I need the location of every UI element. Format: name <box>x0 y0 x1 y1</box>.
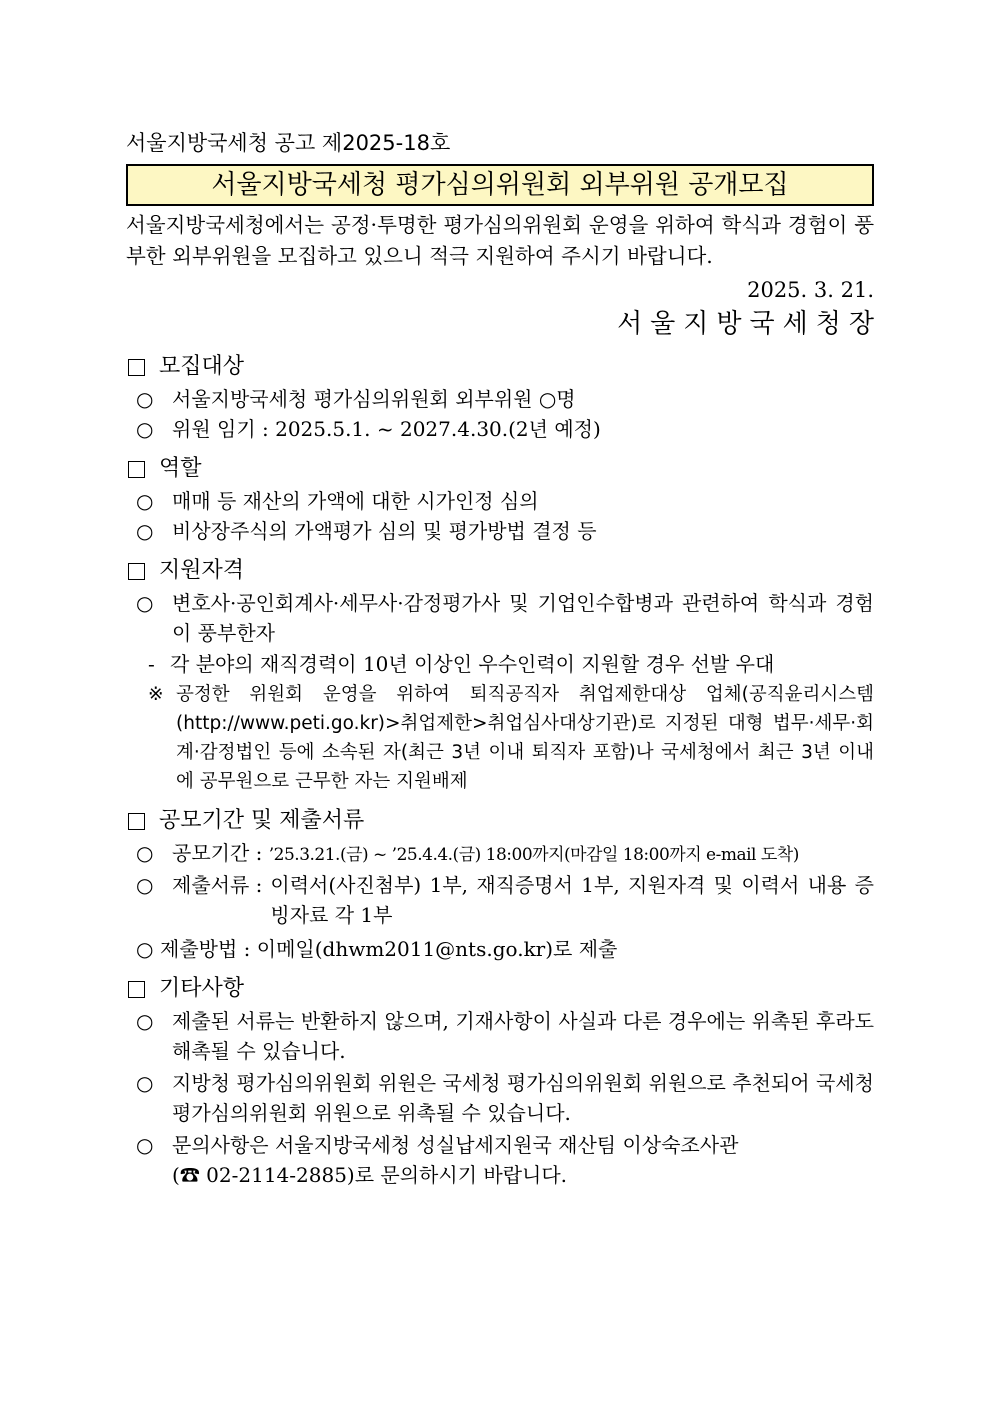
circle-icon: ○ <box>136 387 154 411</box>
period-value: ’25.3.21.(금) ~ ’25.4.4.(금) 18:00까지(마감일 18:00까지 e-mail 도착) <box>268 845 799 865</box>
list-item: ○ 문의사항은 서울지방국세청 성실납세지원국 재산팀 이상숙조사관 (☎ 02-2114-2885)로 문의하시기 바랍니다. <box>136 1130 874 1190</box>
square-box-icon <box>128 359 145 376</box>
circle-icon: ○ <box>136 873 154 897</box>
reference-mark-icon: ※ <box>148 684 164 705</box>
period-label: 공모기간 : <box>172 841 263 865</box>
contact-line: (☎ 02-2114-2885)로 문의하시기 바랍니다. <box>172 1163 568 1187</box>
docs-value: 이력서(사진첨부) 1부, 재직증명서 1부, 지원자격 및 이력서 내용 증빙자료 각 1부 <box>270 873 874 927</box>
list-item: ○ 서울지방국세청 평가심의위원회 외부위원 ○명 <box>136 384 874 414</box>
contact-value: 02-2114-2885)로 문의하시기 바랍니다. <box>206 1163 568 1187</box>
section-other <box>126 972 874 1006</box>
section-title: 모집대상 <box>159 354 245 379</box>
notice-title: 서울지방국세청 평가심의위원회 외부위원 공개모집 <box>126 164 874 206</box>
circle-icon: ○ <box>136 417 154 441</box>
list-item <box>136 838 874 870</box>
phone-icon: ☎ <box>179 1163 200 1187</box>
section-title: 기타사항 <box>159 976 245 1001</box>
square-box-icon <box>128 563 145 580</box>
issuer-name: 서울지방국세청장 <box>617 309 882 339</box>
notice-number: 서울지방국세청 공고 제2025-18호 <box>126 131 451 155</box>
section-title: 역할 <box>159 456 202 481</box>
circle-icon: ○ <box>136 937 154 961</box>
notice-date: 2025. 3. 21. <box>747 278 874 302</box>
section-title: 지원자격 <box>159 558 245 583</box>
list-item <box>136 870 874 930</box>
list-item: ○ 위원 임기 : 2025.5.1. ~ 2027.4.30.(2년 예정) <box>136 414 874 444</box>
list-item: ○ 비상장주식의 가액평가 심의 및 평가방법 결정 등 <box>136 516 874 546</box>
list-item: ○ 매매 등 재산의 가액에 대한 시가인정 심의 <box>136 486 874 516</box>
docs-label: 제출서류 : <box>172 873 263 897</box>
square-box-icon <box>128 981 145 998</box>
square-box-icon <box>128 813 145 830</box>
sub-item: - 각 분야의 재직경력이 10년 이상인 우수인력이 지원할 경우 선발 우대 <box>148 648 874 680</box>
method-value: 이메일(dhwm2011@nts.go.kr)로 제출 <box>256 937 618 961</box>
section-title: 공모기간 및 제출서류 <box>159 808 365 833</box>
note-item: ※ 공정한 위원회 운영을 위하여 퇴직공직자 취업제한대상 업체(공직윤리시스템 (http://www.peti.go.kr)>취업제한>취업심사대상기관)로 지정된 대형 법무·세무·회계·감정법인 등에 소속된 자(최근 3년 이내 퇴직자 포함)나 국세청에서 최근 3년 이내에 공무원으로 근무한 자는 지원배제 <box>148 680 874 796</box>
circle-icon: ○ <box>136 591 154 615</box>
method-label: 제출방법 : <box>160 937 251 961</box>
circle-icon: ○ <box>136 519 154 543</box>
circle-icon: ○ <box>136 841 154 865</box>
list-item: ○ 변호사·공인회계사·세무사·감정평가사 및 기업인수합병과 관련하여 학식과 경험이 풍부한자 <box>136 588 874 648</box>
list-item: ○ 지방청 평가심의위원회 위원은 국세청 평가심의위원회 위원으로 추천되어 국세청 평가심의위원회 위원으로 위촉될 수 있습니다. <box>136 1068 874 1128</box>
circle-icon: ○ <box>136 1071 154 1095</box>
section-target <box>126 350 874 384</box>
notice-page <box>126 128 882 1190</box>
intro-paragraph: 서울지방국세청에서는 공정·투명한 평가심의위원회 운영을 위하여 학식과 경험이 풍부한 외부위원을 모집하고 있으니 적극 지원하여 주시기 바랍니다. <box>126 213 874 268</box>
section-qualification <box>126 554 874 588</box>
circle-icon: ○ <box>136 489 154 513</box>
section-period <box>126 804 874 838</box>
square-box-icon <box>128 461 145 478</box>
circle-icon: ○ <box>136 1009 154 1033</box>
section-role <box>126 452 874 486</box>
circle-icon: ○ <box>136 1133 154 1157</box>
dash-icon: - <box>148 652 155 676</box>
list-item: ○ 제출된 서류는 반환하지 않으며, 기재사항이 사실과 다른 경우에는 위촉된 후라도 해촉될 수 있습니다. <box>136 1006 874 1066</box>
list-item <box>136 934 874 964</box>
